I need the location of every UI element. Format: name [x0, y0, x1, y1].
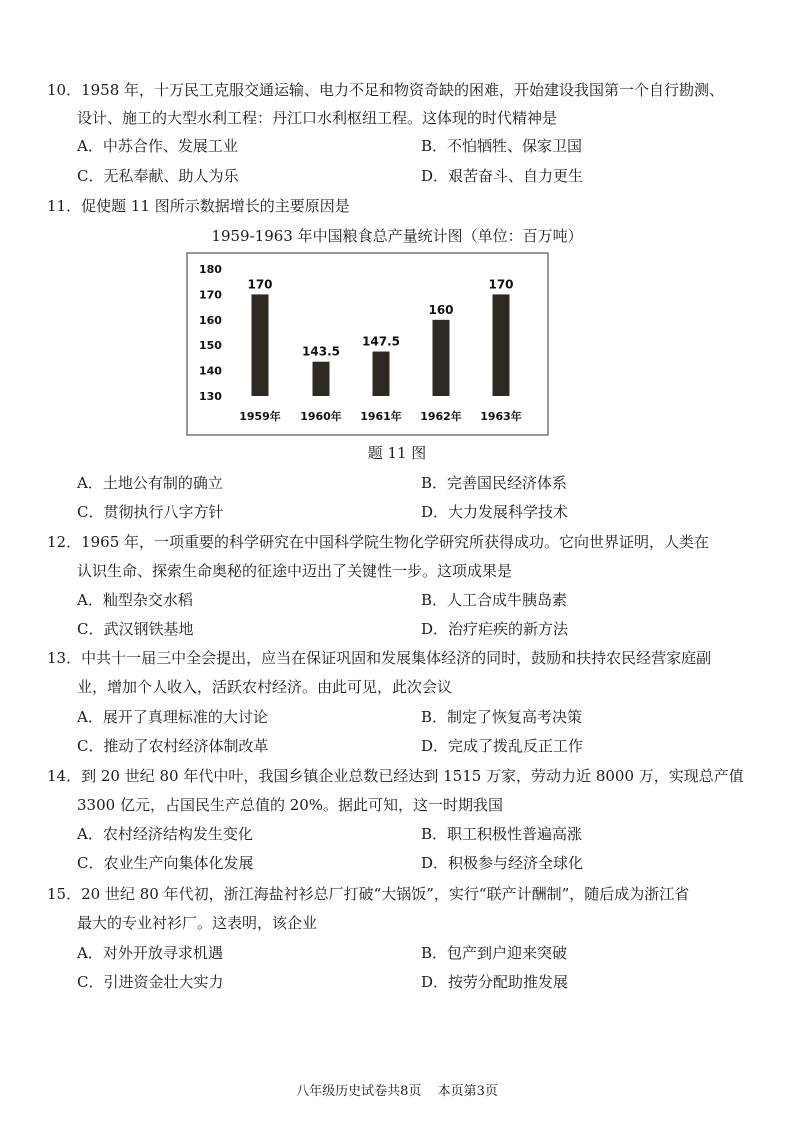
y-tick-label: 170 [199, 288, 222, 302]
q15-line-1: 15．20 世纪 80 年代初，浙江海盐衬衫总厂打破“大锅饭”，实行“联产计酬制”，随后成为浙江省 [47, 885, 690, 903]
q11-option-c[interactable]: C．贯彻执行八字方针 [77, 503, 224, 521]
q10-option-c[interactable]: C．无私奉献、助人为乐 [77, 167, 239, 185]
q14-line-2: 3300 亿元，占国民生产总值的 20%。据此可知，这一时期我国 [77, 796, 504, 814]
bar-1962年 [433, 320, 450, 396]
data-label: 170 [247, 277, 273, 292]
q15-option-c[interactable]: C．引进资金壮大实力 [77, 973, 224, 991]
x-tick-label: 1960年 [300, 410, 342, 423]
x-tick-label: 1961年 [360, 410, 402, 423]
footer-page-number: 本页第3页 [437, 1084, 498, 1099]
q10-line-2: 设计、施工的大型水利工程：丹江口水利枢纽工程。这体现的时代精神是 [77, 109, 558, 127]
q12-line-1: 12．1965 年，一项重要的科学研究在中国科学院生物化学研究所获得成功。它向世界证明，人类在 [47, 533, 710, 551]
q12-option-d[interactable]: D．治疗疟疾的新方法 [421, 620, 569, 638]
q13-line-1: 13．中共十一届三中全会提出，应当在保证巩固和发展集体经济的同时，鼓励和扶持农民经营家庭副 [47, 649, 712, 667]
y-tick-label: 160 [199, 313, 222, 327]
q13-option-c[interactable]: C．推动了农村经济体制改革 [77, 737, 269, 755]
bar-1959年 [252, 294, 269, 396]
x-tick-label: 1963年 [480, 410, 522, 423]
page-footer [0, 1083, 794, 1101]
q12-option-a[interactable]: A．籼型杂交水稻 [77, 591, 193, 609]
q11-option-d[interactable]: D．大力发展科学技术 [421, 503, 569, 521]
q11-option-b[interactable]: B．完善国民经济体系 [421, 474, 568, 492]
chart-frame [187, 253, 548, 435]
q14-option-c[interactable]: C．农业生产向集体化发展 [77, 854, 254, 872]
q14-option-b[interactable]: B．职工积极性普遍高涨 [421, 825, 583, 843]
data-label: 160 [428, 302, 454, 317]
y-tick-label: 130 [199, 390, 222, 403]
q11-line-1: 11．促使题 11 图所示数据增长的主要原因是 [47, 197, 350, 215]
data-label: 147.5 [362, 334, 400, 349]
y-tick-label: 180 [199, 263, 222, 276]
x-tick-label: 1962年 [420, 410, 462, 423]
q10-option-b[interactable]: B．不怕牺牲、保家卫国 [421, 137, 583, 155]
q10-option-d[interactable]: D．艰苦奋斗、自力更生 [421, 167, 584, 185]
q13-line-2: 业，增加个人收入，活跃农村经济。由此可见，此次会议 [77, 678, 453, 696]
chart-caption: 题 11 图 [367, 444, 427, 462]
q10-line-1: 10．1958 年，十万民工克服交通运输、电力不足和物资奇缺的困难，开始建设我国第一个自行勘测、 [47, 81, 725, 99]
q12-option-c[interactable]: C．武汉钢铁基地 [77, 620, 194, 638]
y-tick-label: 140 [199, 364, 222, 378]
q11-option-a[interactable]: A．土地公有制的确立 [77, 474, 223, 492]
x-tick-label: 1959年 [239, 410, 281, 423]
data-label: 170 [488, 277, 514, 292]
q12-option-b[interactable]: B．人工合成牛胰岛素 [421, 591, 568, 609]
footer-total-pages: 八年级历史试卷共8页 [296, 1084, 422, 1099]
bar-1963年 [493, 294, 510, 396]
q14-line-1: 14．到 20 世纪 80 年代中叶，我国乡镇企业总数已经达到 1515 万家，劳动力近 8000 万，实现总产值 [47, 767, 744, 785]
q13-option-d[interactable]: D．完成了拨乱反正工作 [421, 737, 584, 755]
bar-1961年 [373, 352, 390, 396]
q12-line-2: 认识生命、探索生命奥秘的征途中迈出了关键性一步。这项成果是 [77, 562, 513, 580]
data-label: 143.5 [302, 344, 340, 359]
q14-option-d[interactable]: D．积极参与经济全球化 [421, 854, 584, 872]
q13-option-a[interactable]: A．展开了真理标准的大讨论 [77, 708, 268, 726]
q10-option-a[interactable]: A．中苏合作、发展工业 [77, 137, 238, 155]
q15-option-d[interactable]: D．按劳分配助推发展 [421, 973, 569, 991]
q15-line-2: 最大的专业衬衫厂。这表明，该企业 [77, 914, 318, 932]
q15-option-a[interactable]: A．对外开放寻求机遇 [77, 944, 223, 962]
bar-1960年 [313, 362, 330, 396]
q15-option-b[interactable]: B．包产到户迎来突破 [421, 944, 568, 962]
y-tick-label: 150 [199, 339, 222, 353]
q14-option-a[interactable]: A．农村经济结构发生变化 [77, 825, 253, 843]
q13-option-b[interactable]: B．制定了恢复高考决策 [421, 708, 583, 726]
chart-title: 1959-1963 年中国粮食总产量统计图（单位：百万吨） [211, 227, 583, 245]
